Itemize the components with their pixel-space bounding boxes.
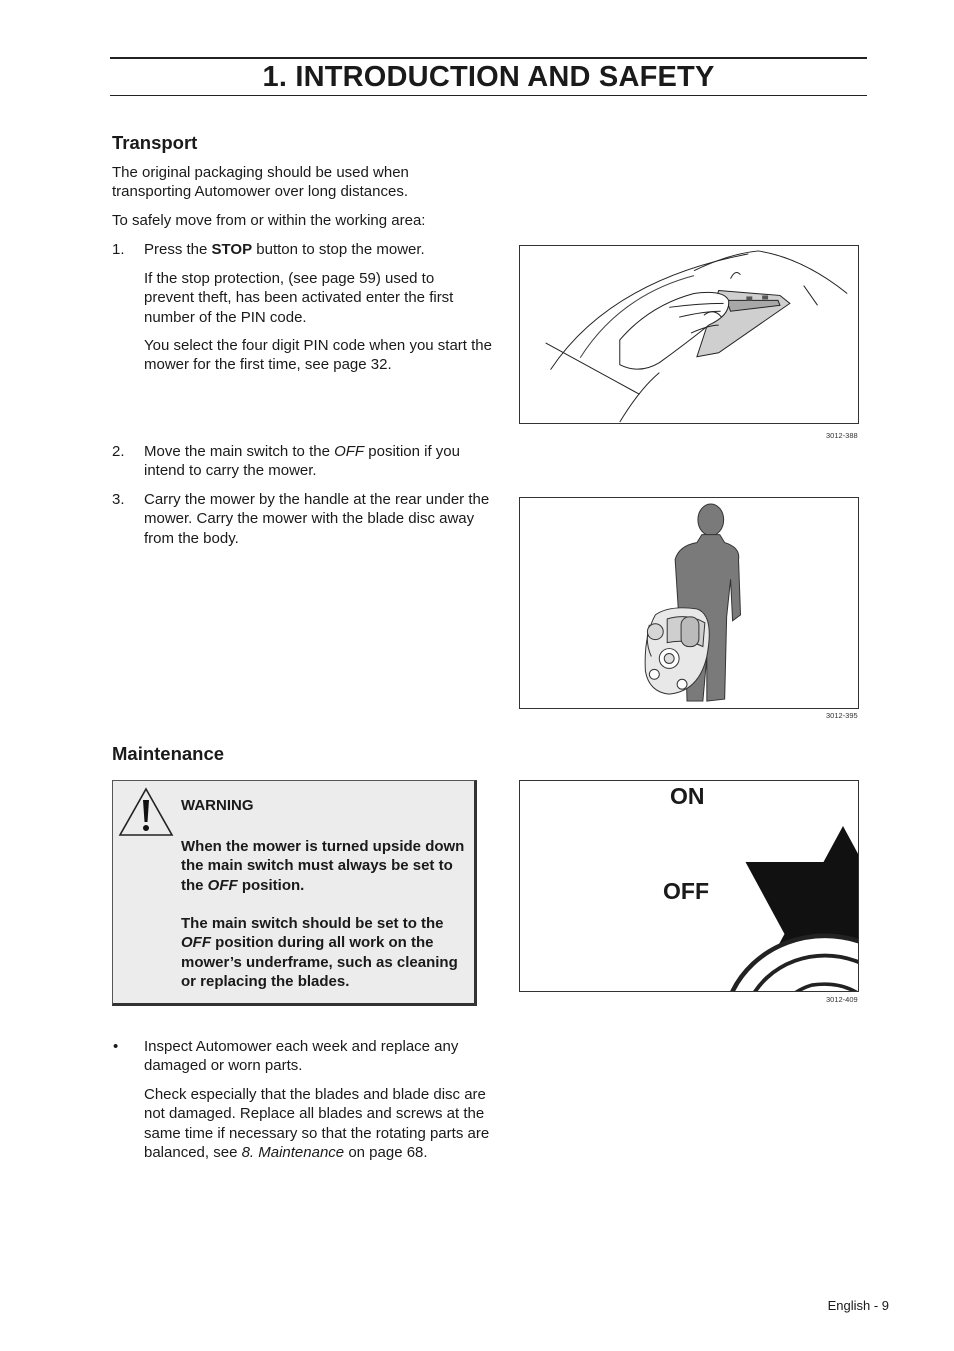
hand-pressing-stop-illustration [520,246,858,423]
figure-code: 3012-395 [826,711,858,720]
figure-stop-button [519,245,859,424]
step-number: 3. [112,491,125,508]
stop-keyword: STOP [211,241,253,258]
figure-main-switch [519,780,859,992]
section-heading-maintenance: Maintenance [112,743,225,764]
page-footer: English - 9 [827,1298,889,1313]
switch-on-label: ON [670,783,705,809]
step-2-text: Move the main switch to the OFF position if you intend to carry the mower. [144,443,460,480]
bullet-mark: • [113,1038,119,1055]
main-switch-icon [656,926,859,992]
step-number: 2. [112,443,125,460]
figure-code: 3012-409 [826,995,858,1004]
person-carrying-mower-illustration [520,498,858,708]
warning-triangle-icon [117,786,175,838]
warning-paragraph-1: When the mower is turned upside down the main switch must always be set to the OFF position. [181,838,465,894]
chapter-title: 1. INTRODUCTION AND SAFETY [262,61,715,93]
figure-carry-mower [519,497,859,709]
step-1-sub-2: You select the four digit PIN code when you start the mower for the first time, see page 32. [144,337,492,374]
header-bottom-rule [110,95,867,96]
step-number: 1. [112,241,125,258]
header-top-rule [110,57,867,59]
transport-intro-2: To safely move from or within the working area: [112,212,426,229]
step-1-text: Press the STOP button to stop the mower. [144,241,425,258]
warning-title: WARNING [181,797,254,814]
transport-intro-1: The original packaging should be used when transporting Automower over long distances. [112,164,409,201]
section-heading-transport: Transport [112,132,198,153]
figure-code: 3012-388 [826,431,858,440]
switch-off-label: OFF [663,878,709,904]
step-1-sub-1: If the stop protection, (see page 59) used to prevent theft, has been activated enter the first number of the PIN code. [144,270,454,326]
step-3-text: Carry the mower by the handle at the rear under the mower. Carry the mower with the blade disc away from the body. [144,491,490,547]
maintenance-check-text: Check especially that the blades and blade disc are not damaged. Replace all blades and screws at the same time if necessary so that the rotating parts are balanced, see 8. Maintenance on page 68. [144,1086,490,1162]
warning-paragraph-2: The main switch should be set to the OFF position during all work on the mower’s underframe, such as cleaning or replacing the blades. [181,915,458,991]
warning-box [112,780,477,1006]
maintenance-bullet-text: Inspect Automower each week and replace any damaged or worn parts. [144,1038,459,1075]
